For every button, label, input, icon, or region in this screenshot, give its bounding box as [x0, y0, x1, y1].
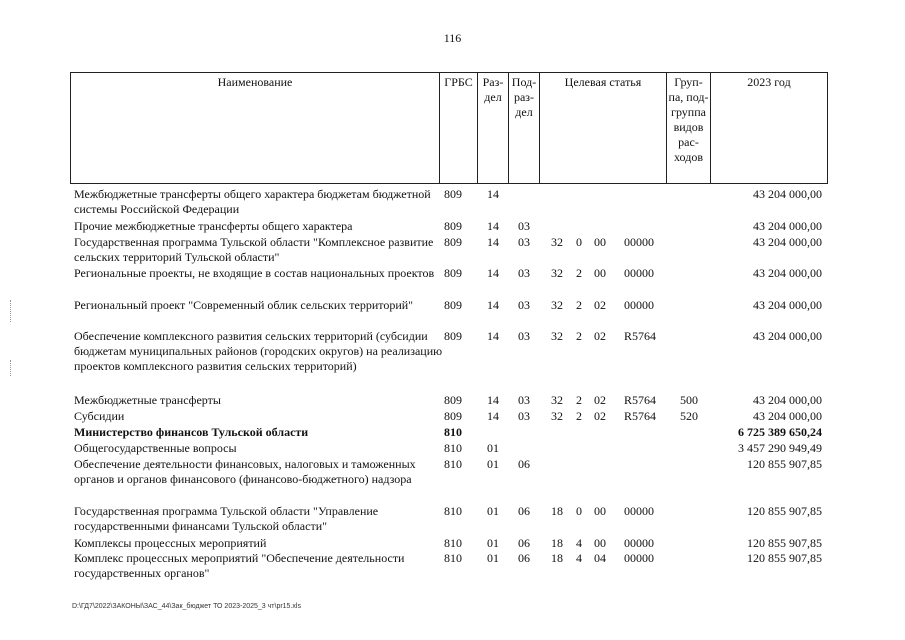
row-target-subprogram: 4 — [576, 536, 582, 550]
row-expense-type: 520 — [680, 409, 698, 423]
row-expense-type: 500 — [680, 393, 698, 407]
row-target-event: 02 — [594, 409, 606, 423]
row-target-program: 18 — [551, 551, 563, 565]
row-podrazdel: 03 — [518, 298, 530, 312]
row-target-subprogram: 2 — [576, 409, 582, 423]
row-name: Общегосударственные вопросы — [74, 441, 237, 455]
row-target-subprogram: 2 — [576, 266, 582, 280]
row-name: Региональные проекты, не входящие в состав национальных проектов — [74, 266, 435, 280]
page-number: 116 — [443, 31, 462, 45]
row-razdel: 01 — [487, 536, 499, 550]
row-razdel: 01 — [487, 551, 499, 565]
row-target-subprogram: 0 — [576, 235, 582, 249]
margin-mark — [10, 300, 13, 322]
row-target-event: 00 — [594, 536, 606, 550]
row-amount: 43 204 000,00 — [753, 219, 822, 233]
row-name: Субсидии — [74, 409, 125, 423]
row-target-event: 00 — [594, 235, 606, 249]
row-name: Обеспечение комплексного развития сельских территорий (субсидии бюджетам муниципальных районов (городских округов) на реализацию проектов комплексного развития сельских территорий) — [74, 329, 443, 373]
row-grbs: 810 — [444, 536, 462, 550]
row-amount: 43 204 000,00 — [753, 393, 822, 407]
row-amount: 43 204 000,00 — [753, 409, 822, 423]
row-podrazdel: 03 — [518, 266, 530, 280]
row-target-program: 32 — [551, 393, 563, 407]
row-target-program: 32 — [551, 235, 563, 249]
header-podrazdel: Под- раз- дел — [509, 73, 540, 184]
row-target-subprogram: 0 — [576, 504, 582, 518]
table-header — [70, 72, 828, 184]
row-target-direction: R5764 — [624, 409, 657, 423]
row-target-subprogram: 2 — [576, 298, 582, 312]
file-path-footer: D:\ГД7\2022\ЗАКОНЫ\ЗАС_44\Зак_бюджет ТО 2023-2025_3 чт\pr15.xls — [72, 603, 301, 610]
row-target-direction: R5764 — [624, 329, 657, 343]
row-name: Межбюджетные трансферты — [74, 393, 221, 407]
row-grbs: 809 — [444, 187, 462, 201]
row-target-program: 32 — [551, 298, 563, 312]
row-podrazdel: 06 — [518, 536, 530, 550]
row-target-direction: 00000 — [624, 235, 654, 249]
row-name: Межбюджетные трансферты общего характера бюджетам бюджетной системы Российской Федерации — [74, 187, 431, 216]
row-target-program: 32 — [551, 329, 563, 343]
row-podrazdel: 03 — [518, 219, 530, 233]
row-target-event: 04 — [594, 551, 606, 565]
header-target: Целевая статья — [540, 73, 667, 184]
row-name: Обеспечение деятельности финансовых, налоговых и таможенных органов и органов финансового (финансово-бюджетного) надзора — [74, 457, 416, 486]
row-target-event: 02 — [594, 329, 606, 343]
row-target-program: 32 — [551, 409, 563, 423]
row-razdel: 14 — [487, 266, 499, 280]
row-razdel: 14 — [487, 409, 499, 423]
row-target-subprogram: 2 — [576, 393, 582, 407]
row-grbs: 810 — [444, 441, 462, 455]
row-target-event: 00 — [594, 504, 606, 518]
row-grbs: 809 — [444, 298, 462, 312]
row-podrazdel: 03 — [518, 329, 530, 343]
row-amount: 120 855 907,85 — [747, 504, 822, 518]
row-razdel: 01 — [487, 441, 499, 455]
header-grbs: ГРБС — [440, 73, 478, 184]
row-razdel: 14 — [487, 219, 499, 233]
row-podrazdel: 06 — [518, 551, 530, 565]
header-vid: Груп- па, под- группа видов рас- ходов — [667, 73, 711, 184]
row-grbs: 810 — [444, 551, 462, 565]
row-amount: 43 204 000,00 — [753, 329, 822, 343]
header-name: Наименование — [71, 73, 440, 184]
row-amount: 3 457 290 949,49 — [738, 441, 822, 455]
row-name: Региональный проект "Современный облик сельских территорий" — [74, 298, 414, 312]
row-grbs: 810 — [444, 457, 462, 471]
row-name: Государственная программа Тульской области "Управление государственными финансами Тульской области" — [74, 504, 379, 533]
row-target-program: 18 — [551, 504, 563, 518]
row-grbs: 809 — [444, 393, 462, 407]
row-target-direction: 00000 — [624, 504, 654, 518]
margin-mark — [10, 360, 13, 376]
row-grbs: 809 — [444, 219, 462, 233]
row-grbs: 809 — [444, 409, 462, 423]
row-razdel: 14 — [487, 187, 499, 201]
row-name: Комплексы процессных мероприятий — [74, 536, 267, 550]
row-razdel: 14 — [487, 393, 499, 407]
row-target-direction: 00000 — [624, 266, 654, 280]
row-razdel: 14 — [487, 298, 499, 312]
row-amount: 120 855 907,85 — [747, 536, 822, 550]
row-grbs: 810 — [444, 504, 462, 518]
row-grbs: 809 — [444, 266, 462, 280]
row-grbs: 810 — [444, 425, 462, 439]
row-podrazdel: 06 — [518, 457, 530, 471]
row-amount: 43 204 000,00 — [753, 235, 822, 249]
row-razdel: 01 — [487, 504, 499, 518]
row-amount: 43 204 000,00 — [753, 187, 822, 201]
row-target-program: 32 — [551, 266, 563, 280]
row-razdel: 14 — [487, 235, 499, 249]
row-target-program: 18 — [551, 536, 563, 550]
row-grbs: 809 — [444, 235, 462, 249]
row-name: Прочие межбюджетные трансферты общего характера — [74, 219, 353, 233]
row-name: Министерство финансов Тульской области — [74, 425, 309, 439]
row-podrazdel: 03 — [518, 393, 530, 407]
row-amount: 120 855 907,85 — [747, 457, 822, 471]
row-target-direction: 00000 — [624, 551, 654, 565]
row-name: Комплекс процессных мероприятий "Обеспечение деятельности государственных органов" — [74, 551, 405, 580]
row-podrazdel: 03 — [518, 235, 530, 249]
row-razdel: 01 — [487, 457, 499, 471]
header-year: 2023 год — [711, 73, 828, 184]
row-amount: 43 204 000,00 — [753, 298, 822, 312]
row-name: Государственная программа Тульской области "Комплексное развитие сельских территорий Тульской области" — [74, 235, 434, 264]
row-target-subprogram: 2 — [576, 329, 582, 343]
row-amount: 120 855 907,85 — [747, 551, 822, 565]
row-podrazdel: 03 — [518, 409, 530, 423]
row-target-event: 02 — [594, 393, 606, 407]
row-amount: 6 725 389 650,24 — [738, 425, 822, 439]
row-podrazdel: 06 — [518, 504, 530, 518]
row-target-direction: R5764 — [624, 393, 657, 407]
row-target-event: 02 — [594, 298, 606, 312]
row-razdel: 14 — [487, 329, 499, 343]
row-target-subprogram: 4 — [576, 551, 582, 565]
row-target-event: 00 — [594, 266, 606, 280]
row-grbs: 809 — [444, 329, 462, 343]
header-razdel: Раз- дел — [478, 73, 509, 184]
row-amount: 43 204 000,00 — [753, 266, 822, 280]
row-target-direction: 00000 — [624, 298, 654, 312]
row-target-direction: 00000 — [624, 536, 654, 550]
